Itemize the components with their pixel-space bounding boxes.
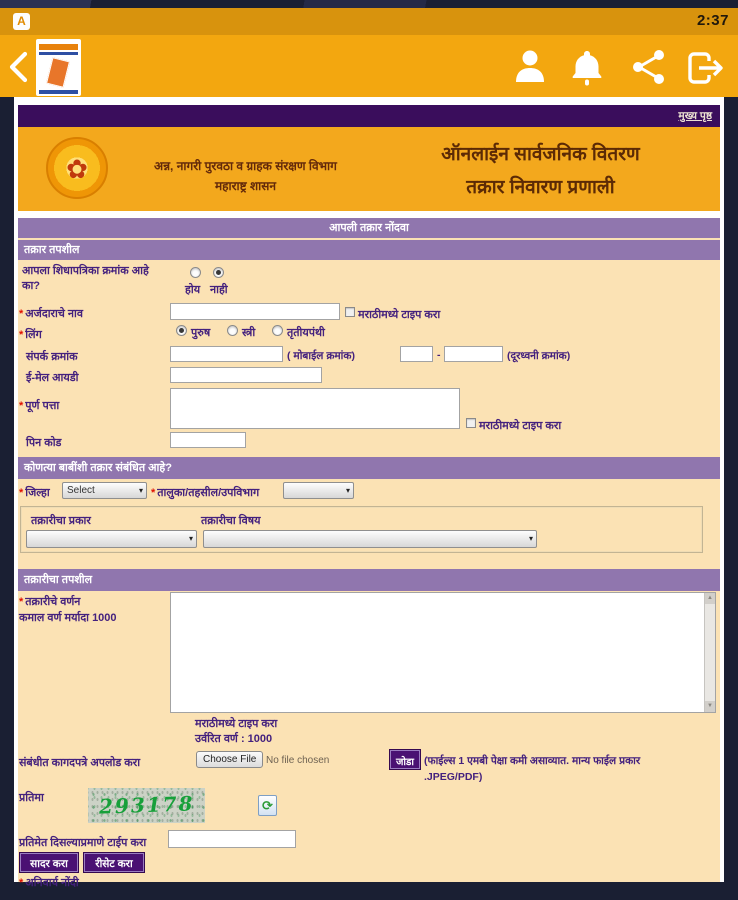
remaining-chars-note: उर्वरित वर्ण : 1000 <box>195 733 273 745</box>
emblem-flower-icon: ✿ <box>66 154 88 184</box>
email-label: ई-मेल आयडी <box>26 372 79 384</box>
chevron-down-icon: ▾ <box>528 534 533 543</box>
gender-male-label: पुरुष <box>191 327 211 339</box>
required-marker: * <box>19 400 24 412</box>
portal-title-line2: तक्रार निवारण प्रणाली <box>466 177 615 198</box>
pincode-label: पिन कोड <box>26 437 62 449</box>
notification-letter-icon: A <box>13 13 30 30</box>
mobile-number-input[interactable] <box>170 346 283 362</box>
name-marathi-label: मराठीमध्ये टाइप करा <box>358 309 441 321</box>
notifications-button[interactable] <box>570 48 604 91</box>
upload-note-line1: (फाईल्स 1 एमबी पेक्षा कमी असाव्यात. मान्य फाईल प्रकार <box>424 755 641 767</box>
phone-hint: (दूरध्वनी क्रमांक) <box>507 350 571 362</box>
contact-number-label: संपर्क क्रमांक <box>26 351 78 363</box>
complaint-type-box <box>20 506 703 553</box>
upload-label: संबंधीत कागदपत्रे अपलोड करा <box>19 757 141 769</box>
portal-title-line1: ऑनलाईन सार्वजनिक वितरण <box>441 144 640 165</box>
required-marker: * <box>19 308 24 320</box>
applicant-name-label: अर्जदाराचे नाव <box>25 308 83 320</box>
district-select-value: Select <box>67 485 95 496</box>
home-page-link[interactable]: मुख्य पृष्ठ <box>678 110 712 122</box>
background-app-strip <box>0 0 738 8</box>
back-icon <box>6 50 32 84</box>
captcha-refresh-button[interactable] <box>258 795 277 816</box>
portal-title <box>368 127 713 211</box>
complaint-type-label: तक्रारीचा प्रकार <box>31 515 91 527</box>
attach-button[interactable]: जोडा <box>390 750 420 769</box>
department-line1: अन्न, नागरी पुरवठा व ग्राहक संरक्षण विभाग <box>154 159 337 173</box>
header-band <box>18 127 720 211</box>
bell-icon <box>570 48 604 86</box>
ration-no-radio[interactable] <box>213 267 224 278</box>
back-button[interactable] <box>6 50 32 84</box>
logout-button[interactable] <box>686 50 726 91</box>
address-marathi-checkbox[interactable] <box>466 418 476 428</box>
chevron-down-icon: ▾ <box>188 534 193 543</box>
ration-yes-label: होय <box>185 284 201 296</box>
share-button[interactable] <box>629 48 669 91</box>
chevron-down-icon: ▾ <box>345 486 350 495</box>
email-input[interactable] <box>170 367 322 383</box>
mandatory-note: अनिवार्य नोंदी <box>25 877 79 889</box>
department-line2: महाराष्ट्र शासन <box>214 179 277 193</box>
mobile-hint: ( मोबाईल क्रमांक) <box>287 350 355 362</box>
captcha-label: प्रतिमा <box>19 792 44 804</box>
submit-button[interactable]: सादर करा <box>20 853 78 872</box>
scroll-up-icon[interactable]: ▲ <box>705 593 715 604</box>
scroll-down-icon[interactable]: ▼ <box>705 701 715 712</box>
upload-note-line2: .JPEG/PDF) <box>424 771 483 783</box>
department-emblem-icon <box>46 137 108 199</box>
name-marathi-checkbox[interactable] <box>345 307 355 317</box>
captcha-image <box>88 788 205 823</box>
gender-other-label: तृतीयपंथी <box>287 327 325 339</box>
taluka-label: तालुका/तहसील/उपविभाग <box>157 487 260 499</box>
captcha-input[interactable] <box>168 830 296 848</box>
share-icon <box>629 48 669 86</box>
textarea-scrollbar[interactable] <box>704 593 715 712</box>
thumbnail-footer-band <box>39 90 78 94</box>
description-marathi-note: मराठीमध्ये टाइप करा <box>195 718 278 730</box>
phone-separator: - <box>437 349 441 361</box>
gender-female-radio[interactable] <box>227 325 238 336</box>
department-name <box>118 127 373 211</box>
app-thumbnail[interactable] <box>36 39 81 96</box>
profile-icon <box>511 48 549 84</box>
landline-number-input[interactable] <box>444 346 503 362</box>
complaint-type-select[interactable] <box>26 530 197 548</box>
top-purple-banner <box>18 105 720 127</box>
complaint-subject-select[interactable] <box>203 530 537 548</box>
address-textarea[interactable] <box>170 388 460 429</box>
section-complaint-details: तक्रार तपशील <box>18 240 720 260</box>
thumbnail-blue-band <box>39 52 78 55</box>
description-label: तक्रारीचे वर्णन <box>25 596 81 608</box>
app-bar <box>0 35 738 97</box>
required-marker: * <box>19 329 24 341</box>
district-label: जिल्हा <box>25 487 50 499</box>
logout-icon <box>686 50 726 86</box>
gender-male-radio[interactable] <box>176 325 187 336</box>
required-marker: * <box>19 487 24 499</box>
description-textarea[interactable] <box>170 592 716 713</box>
ration-no-label: नाही <box>210 284 228 296</box>
section-complaint-description: तक्रारीचा तपशील <box>18 569 720 591</box>
std-code-input[interactable] <box>400 346 433 362</box>
form-background <box>18 238 720 882</box>
status-bar <box>0 8 738 35</box>
required-marker: * <box>151 487 156 499</box>
char-limit-note: कमाल वर्ण मर्यादा 1000 <box>19 612 117 624</box>
gender-female-label: स्त्री <box>242 327 256 339</box>
form-title-bar: आपली तक्रार नोंदवा <box>18 218 720 238</box>
ration-card-question-line2: का? <box>22 280 41 292</box>
reset-button[interactable]: रीसेट करा <box>84 853 144 872</box>
profile-button[interactable] <box>511 48 549 89</box>
pincode-input[interactable] <box>170 432 246 448</box>
thumbnail-ration-card-image <box>46 57 70 88</box>
choose-file-button[interactable]: Choose File <box>196 751 263 768</box>
required-marker: * <box>19 877 24 889</box>
thumbnail-orange-band <box>39 44 78 50</box>
clock-text: 2:37 <box>696 12 729 29</box>
gender-other-radio[interactable] <box>272 325 283 336</box>
chevron-down-icon: ▾ <box>138 486 143 495</box>
section-related-matters: कोणत्या बाबींशी तक्रार संबंधित आहे? <box>18 457 720 479</box>
complaint-subject-label: तक्रारीचा विषय <box>201 515 261 527</box>
captcha-code-text: 293178 <box>98 791 195 819</box>
taluka-select[interactable] <box>283 482 354 499</box>
applicant-name-input[interactable] <box>170 303 340 320</box>
webview-page <box>14 97 724 889</box>
refresh-icon: ⟳ <box>262 798 273 813</box>
required-marker: * <box>19 596 24 608</box>
ration-card-question-line1: आपला शिधापत्रिका क्रमांक आहे <box>22 265 149 277</box>
address-label: पूर्ण पत्ता <box>25 400 60 412</box>
address-marathi-label: मराठीमध्ये टाइप करा <box>479 420 562 432</box>
no-file-chosen-text: No file chosen <box>266 755 330 766</box>
ration-yes-radio[interactable] <box>190 267 201 278</box>
district-select[interactable] <box>62 482 147 499</box>
captcha-input-label: प्रतिमेत दिसल्याप्रमाणे टाईप करा <box>19 837 147 849</box>
gender-label: लिंग <box>25 329 42 341</box>
